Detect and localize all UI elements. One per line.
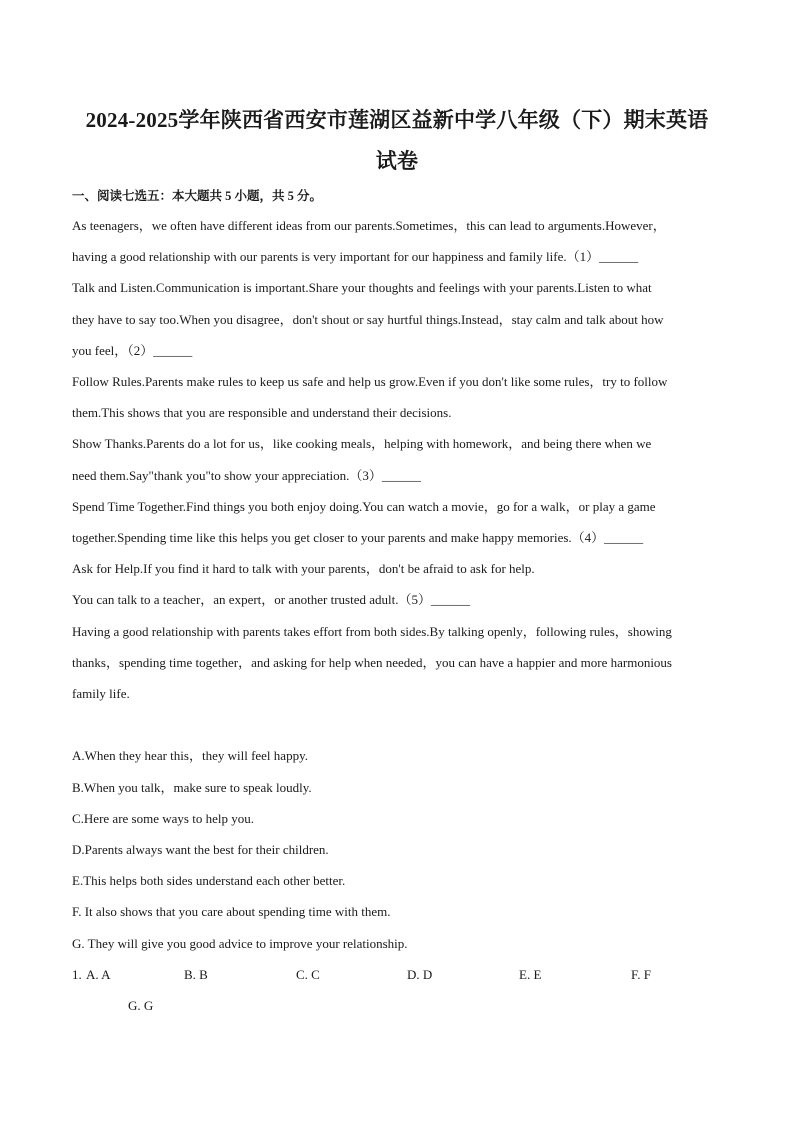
passage-line: need them.Say"thank you"to show your appreciation.（3）______ bbox=[72, 468, 421, 483]
passage-line: them.This shows that you are responsible and understand their decisions. bbox=[72, 405, 452, 420]
exam-title-line-1: 2024-2025学年陕西省西安市莲湖区益新中学八年级（下）期末英语 bbox=[85, 108, 709, 132]
passage-line: Follow Rules.Parents make rules to keep us safe and help us grow.Even if you don't like some rules，try to follow bbox=[72, 374, 668, 389]
passage-line: Show Thanks.Parents do a lot for us，like cooking meals，helping with homework，and being there when we bbox=[72, 436, 652, 451]
choice-g[interactable]: G. G bbox=[128, 998, 154, 1013]
section-header: 一、阅读七选五：本大题共 5 小题，共 5 分。 bbox=[72, 189, 323, 203]
passage-line: family life. bbox=[72, 686, 130, 701]
passage-line: having a good relationship with our parents is very important for our happiness and family life.（1）______ bbox=[72, 249, 639, 264]
question-number: 1. bbox=[72, 967, 82, 982]
option-g: G. They will give you good advice to improve your relationship. bbox=[72, 936, 408, 951]
passage-line: Ask for Help.If you find it hard to talk with your parents，don't be afraid to ask for help. bbox=[72, 561, 535, 576]
passage-line: As teenagers，we often have different ideas from our parents.Sometimes，this can lead to arguments.However， bbox=[72, 218, 666, 233]
option-a: A.When they hear this，they will feel happy. bbox=[72, 748, 308, 763]
passage-line: together.Spending time like this helps you get closer to your parents and make happy memories.（4）______ bbox=[72, 530, 644, 545]
passage-line: thanks，spending time together，and asking for help when needed，you can have a happier and more harmonious bbox=[72, 655, 672, 670]
passage-line: you feel，（2）______ bbox=[72, 343, 193, 358]
passage-line: they have to say too.When you disagree，don't shout or say hurtful things.Instead，stay calm and talk about how bbox=[72, 312, 664, 327]
passage-line: Spend Time Together.Find things you both enjoy doing.You can watch a movie，go for a walk，or play a game bbox=[72, 499, 656, 514]
passage-line: You can talk to a teacher，an expert，or another trusted adult.（5）______ bbox=[72, 592, 470, 607]
passage-line: Talk and Listen.Communication is important.Share your thoughts and feelings with your parents.Listen to what bbox=[72, 280, 652, 295]
option-c: C.Here are some ways to help you. bbox=[72, 811, 254, 826]
passage-line: Having a good relationship with parents takes effort from both sides.By talking openly，following rules，showing bbox=[72, 624, 672, 639]
option-b: B.When you talk，make sure to speak loudly. bbox=[72, 780, 312, 795]
option-e: E.This helps both sides understand each other better. bbox=[72, 873, 346, 888]
choice-c[interactable]: C. C bbox=[296, 967, 320, 982]
choice-f[interactable]: F. F bbox=[631, 967, 651, 982]
choice-a[interactable]: A. A bbox=[86, 967, 111, 982]
choice-e[interactable]: E. E bbox=[519, 967, 542, 982]
exam-title-line-2: 试卷 bbox=[375, 149, 419, 173]
option-f: F. It also shows that you care about spending time with them. bbox=[72, 904, 391, 919]
option-d: D.Parents always want the best for their children. bbox=[72, 842, 329, 857]
choice-d[interactable]: D. D bbox=[407, 967, 433, 982]
choice-b[interactable]: B. B bbox=[184, 967, 208, 982]
